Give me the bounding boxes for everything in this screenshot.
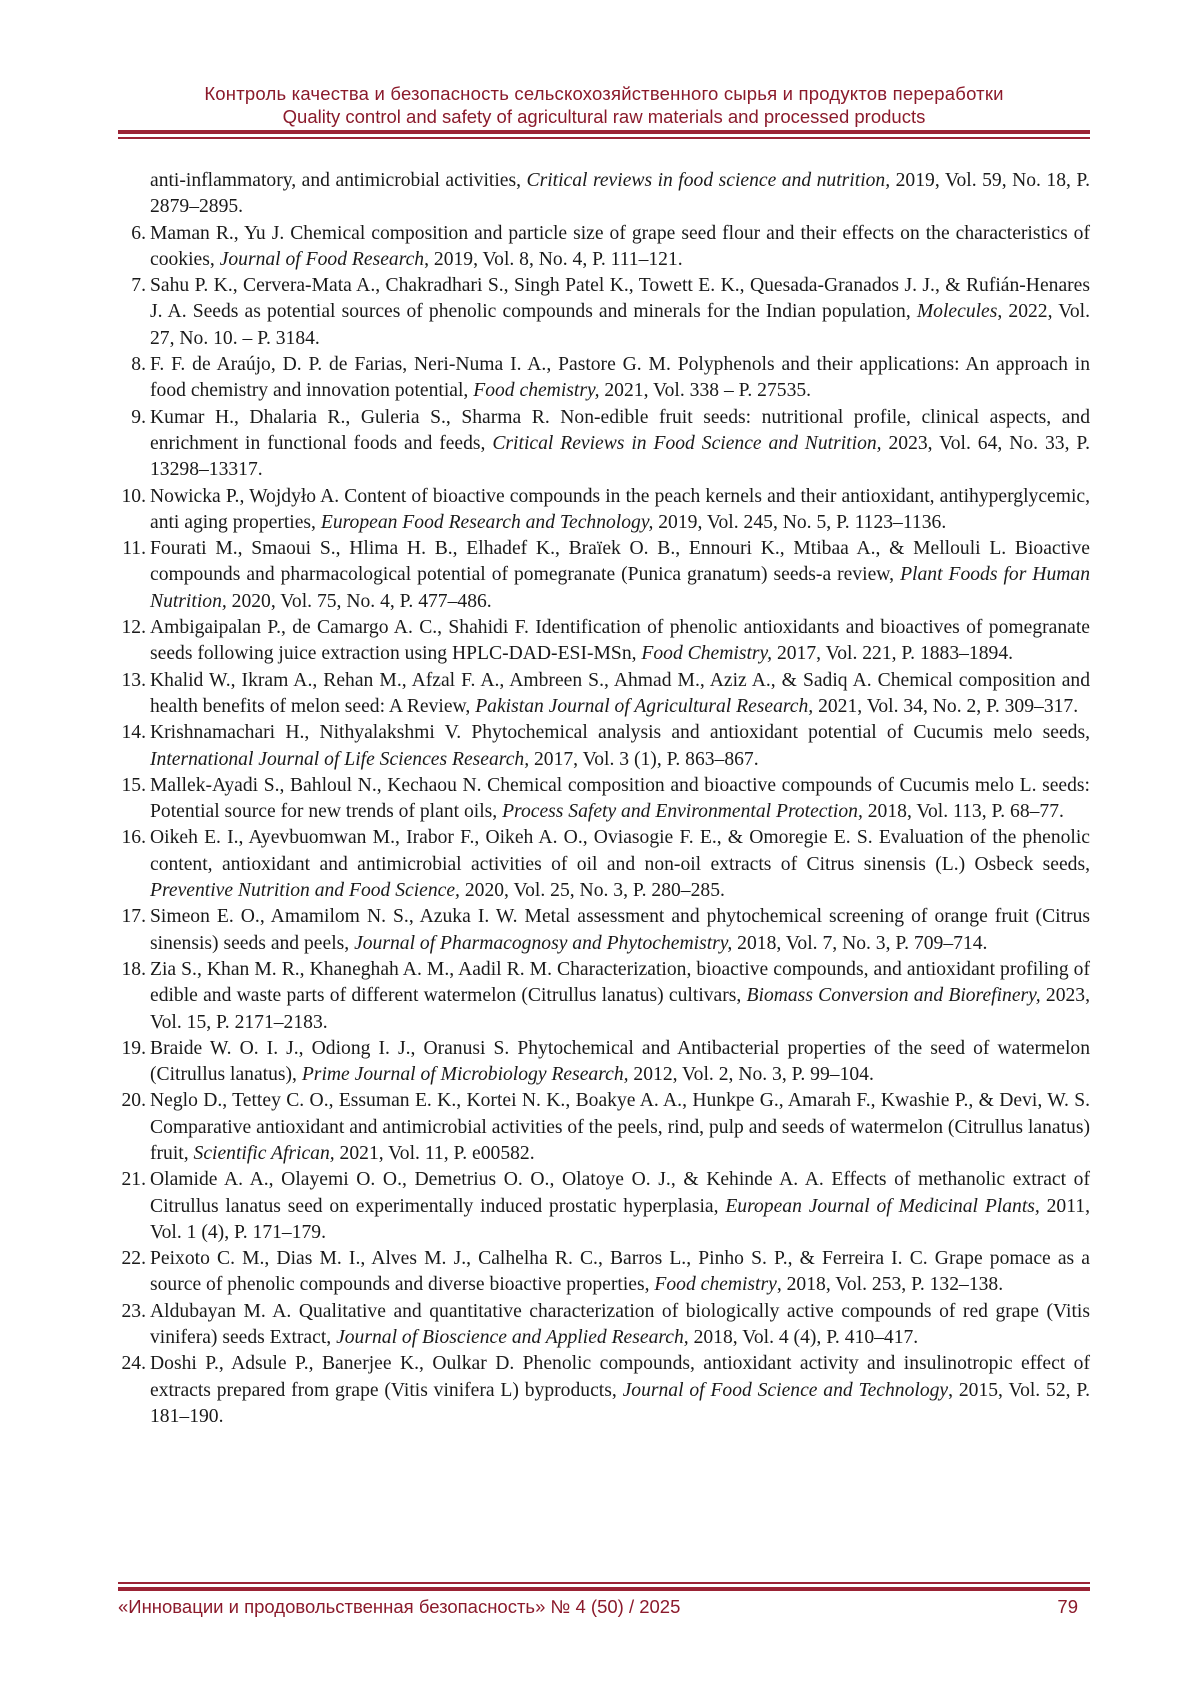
reference-item	[118, 668, 1090, 721]
reference-number: 20.	[121, 1090, 146, 1112]
reference-number: 12.	[121, 617, 146, 639]
reference-item	[118, 1036, 1090, 1089]
footer-rule-thin	[118, 1582, 1090, 1584]
reference-journal: Molecules	[916, 301, 998, 323]
reference-journal: Process Safety and Environmental Protection,	[502, 801, 863, 823]
reference-details: 2018, Vol. 7, No. 3, P. 709–714.	[732, 932, 988, 954]
reference-journal: Food chemistry	[654, 1274, 777, 1296]
reference-item	[118, 825, 1090, 904]
reference-text: Khalid W., Ikram A., Rehan M., Afzal F. A., Ambreen S., Ahmad M., Aziz A., & Sadiq A. Chemical composition and health benefits of melon seed: A Review,	[150, 669, 1090, 717]
reference-journal: Critical Reviews in Food Science and Nutrition,	[492, 432, 882, 454]
reference-item	[118, 405, 1090, 484]
reference-text: Nowicka P., Wojdyło A. Content of bioactive compounds in the peach kernels and their antioxidant, antihyperglycemic, anti aging properties,	[150, 485, 1090, 533]
reference-journal: Pakistan Journal of Agricultural Research,	[475, 695, 814, 717]
reference-journal: Food Chemistry,	[641, 643, 773, 665]
reference-details: , 2022, Vol. 27, No. 10. – P. 3184.	[150, 301, 1090, 349]
reference-text: anti-inflammatory, and antimicrobial activities,	[150, 170, 527, 191]
reference-number: 22.	[121, 1248, 146, 1270]
reference-journal: Critical reviews in food science and nutrition,	[526, 170, 891, 191]
reference-item	[118, 168, 1090, 221]
reference-number: 11.	[122, 538, 146, 560]
reference-details: 2012, Vol. 2, No. 3, P. 99–104.	[628, 1064, 874, 1086]
reference-journal: Plant Foods for Human Nutrition,	[150, 564, 1091, 612]
reference-text: Doshi P., Adsule P., Banerjee K., Oulkar D. Phenolic compounds, antioxidant activity and insulinotropic effect of extracts prepared from grape (Vitis vinifera L) byproducts,	[150, 1353, 1090, 1401]
reference-item	[118, 536, 1090, 615]
reference-item	[118, 1088, 1090, 1167]
reference-details: 2020, Vol. 75, No. 4, P. 477–486.	[226, 590, 492, 612]
reference-text: Peixoto C. M., Dias M. I., Alves M. J., Calhelha R. C., Barros L., Pinho S. P., & Ferreira I. C. Grape pomace as a source of phenolic compounds and diverse bioactive properties,	[150, 1248, 1090, 1296]
reference-number: 13.	[121, 669, 146, 691]
reference-journal: European Food Research and Technology,	[320, 511, 654, 533]
reference-item	[118, 484, 1090, 537]
reference-details: 2017, Vol. 3 (1), P. 863–867.	[529, 748, 759, 770]
reference-item	[118, 221, 1090, 274]
reference-text: Simeon E. O., Amamilom N. S., Azuka I. W. Metal assessment and phytochemical screening of orange fruit (Citrus sinensis) seeds and peels,	[150, 906, 1090, 954]
reference-details: 2019, Vol. 245, No. 5, P. 1123–1136.	[653, 511, 947, 533]
header-title-ru: Контроль качества и безопасность сельскохозяйственного сырья и продуктов переработки	[204, 83, 1004, 104]
reference-journal: International Journal of Life Sciences Research,	[150, 748, 530, 770]
reference-journal: Biomass Conversion and Biorefinery,	[746, 985, 1041, 1007]
reference-details: 2017, Vol. 221, P. 1883–1894.	[772, 643, 1014, 665]
reference-number: 14.	[121, 722, 146, 744]
reference-details: 2021, Vol. 11, P. e00582.	[334, 1142, 535, 1164]
reference-item	[118, 720, 1090, 773]
reference-text: Krishnamachari H., Nithyalakshmi V. Phytochemical analysis and antioxidant potential of Cucumis melo seeds,	[150, 722, 1090, 744]
reference-item	[118, 1299, 1090, 1352]
reference-text: Aldubayan M. A. Qualitative and quantitative characterization of biologically active compounds of red grape (Vitis vinifera) seeds Extract,	[150, 1300, 1090, 1349]
reference-item	[118, 957, 1090, 1036]
reference-item	[118, 1351, 1090, 1430]
reference-item	[118, 1246, 1090, 1299]
running-header	[118, 82, 1090, 128]
reference-number: 24.	[121, 1353, 146, 1375]
reference-journal: European Journal of Medicinal Plants,	[725, 1195, 1040, 1217]
reference-number: 10.	[121, 485, 146, 507]
reference-item	[118, 904, 1090, 957]
page-number: 79	[1057, 1596, 1078, 1617]
reference-item	[118, 273, 1090, 352]
reference-text: Ambigaipalan P., de Camargo A. C., Shahidi F. Identification of phenolic antioxidants and bioactives of pomegranate seeds following juice extraction using HPLC-DAD-ESI-MSn,	[150, 617, 1090, 665]
reference-details: 2011, Vol. 1 (4), P. 171–179.	[150, 1195, 1090, 1243]
reference-journal: Prime Journal of Microbiology Research,	[301, 1064, 629, 1086]
reference-details: 2018, Vol. 113, P. 68–77.	[862, 801, 1064, 823]
reference-number: 23.	[121, 1300, 146, 1322]
reference-text: Olamide A. A., Olayemi O. O., Demetrius O. O., Olatoye O. J., & Kehinde A. A. Effects of methanolic extract of Citrullus lanatus seed on experimentally induced prostatic hyperplasia,	[150, 1169, 1090, 1217]
reference-number: 21.	[121, 1169, 146, 1191]
reference-journal: Food chemistry,	[473, 380, 600, 402]
footer-journal-issue: «Инновации и продовольственная безопасность» № 4 (50) / 2025	[118, 1596, 681, 1617]
reference-text: Fourati M., Smaoui S., Hlima H. B., Elhadef K., Braïek O. B., Ennouri K., Mtibaa A., & Mellouli L. Bioactive compounds and pharmacological potential of pomegranate (Punica granatum) seeds-a review,	[150, 538, 1090, 586]
reference-number: 17.	[121, 906, 146, 928]
reference-number: 9.	[131, 406, 146, 428]
reference-details: 2021, Vol. 338 – P. 27535.	[599, 380, 812, 402]
reference-details: , 2015, Vol. 52, P. 181–190.	[150, 1379, 1090, 1427]
reference-details: 2020, Vol. 25, No. 3, P. 280–285.	[459, 880, 725, 902]
header-title-en: Quality control and safety of agricultural raw materials and processed products	[282, 106, 926, 127]
reference-text: Maman R., Yu J. Chemical composition and particle size of grape seed flour and their effects on the characteristics of cookies,	[150, 222, 1090, 270]
reference-details: , 2019, Vol. 8, No. 4, P. 111–121.	[424, 248, 683, 270]
reference-details: 2018, Vol. 4 (4), P. 410–417.	[688, 1327, 919, 1349]
reference-number: 15.	[121, 774, 146, 796]
reference-number: 7.	[131, 275, 146, 297]
reference-text: Mallek-Ayadi S., Bahloul N., Kechaou N. Chemical composition and bioactive compounds of Cucumis melo L. seeds: Potential source for new trends of plant oils,	[150, 774, 1090, 823]
reference-number: 19.	[121, 1037, 146, 1059]
reference-text: Neglo D., Tettey C. O., Essuman E. K., Kortei N. K., Boakye A. A., Hunkpe G., Amarah F., Kwashie P., & Devi, W. S. Comparative antioxidant and antimicrobial activities of the peels, rind, pulp and seeds of watermelon (Citrullus lanatus) fruit,	[150, 1090, 1090, 1164]
reference-item	[118, 352, 1090, 405]
header-rule-thick	[118, 130, 1090, 134]
reference-text: Zia S., Khan M. R., Khaneghah A. M., Aadil R. M. Characterization, bioactive compounds, and antioxidant profiling of edible and waste parts of different watermelon (Citrullus lanatus) cultivars,	[150, 958, 1090, 1007]
reference-text: Kumar H., Dhalaria R., Guleria S., Sharma R. Non-edible fruit seeds: nutritional profile, clinical aspects, and enrichment in functional foods and feeds,	[150, 406, 1090, 454]
reference-journal: Journal of Food Research	[219, 248, 425, 270]
reference-item	[118, 773, 1090, 826]
reference-item	[118, 1167, 1090, 1246]
reference-text: Oikeh E. I., Ayevbuomwan M., Irabor F., Oikeh A. O., Oviasogie F. E., & Omoregie E. S. Evaluation of the phenolic content, antioxidant and antimicrobial activities of oil and non-oil extracts of Citrus sinensis (L.) Osbeck seeds,	[150, 827, 1090, 875]
reference-journal: Preventive Nutrition and Food Science,	[150, 880, 460, 902]
reference-journal: Scientific African,	[193, 1142, 335, 1164]
reference-details: 2023, Vol. 64, No. 33, P. 13298–13317.	[150, 432, 1090, 481]
reference-item	[118, 615, 1090, 668]
reference-journal: Journal of Pharmacognosy and Phytochemistry,	[354, 932, 733, 954]
footer-rule-thick	[118, 1587, 1090, 1591]
reference-journal: Journal of Food Science and Technology	[622, 1379, 949, 1401]
reference-details: 2023, Vol. 15, P. 2171–2183.	[150, 985, 1090, 1033]
header-rule-thin	[118, 137, 1090, 139]
reference-number: 16.	[121, 827, 146, 849]
reference-details: 2019, Vol. 59, No. 18, P. 2879–2895.	[150, 170, 1091, 218]
reference-journal: Journal of Bioscience and Applied Research,	[336, 1327, 689, 1349]
reference-list	[118, 168, 1090, 1430]
reference-number: 6.	[131, 222, 146, 244]
reference-details: , 2018, Vol. 253, P. 132–138.	[776, 1274, 1004, 1296]
reference-text: Sahu P. K., Cervera-Mata A., Chakradhari S., Singh Patel K., Towett E. K., Quesada-Granados J. J., & Rufián-Henares J. A. Seeds as potential sources of phenolic compounds and minerals for the Indian population,	[150, 275, 1090, 323]
reference-text: Braide W. O. I. J., Odiong I. J., Oranusi S. Phytochemical and Antibacterial properties of the seed of watermelon (Citrullus lanatus),	[150, 1037, 1090, 1086]
reference-text: F. F. de Araújo, D. P. de Farias, Neri-Numa I. A., Pastore G. M. Polyphenols and their applications: An approach in food chemistry and innovation potential,	[150, 354, 1090, 402]
reference-details: 2021, Vol. 34, No. 2, P. 309–317.	[813, 695, 1079, 717]
reference-number: 8.	[131, 354, 146, 376]
reference-number: 18.	[121, 958, 146, 980]
